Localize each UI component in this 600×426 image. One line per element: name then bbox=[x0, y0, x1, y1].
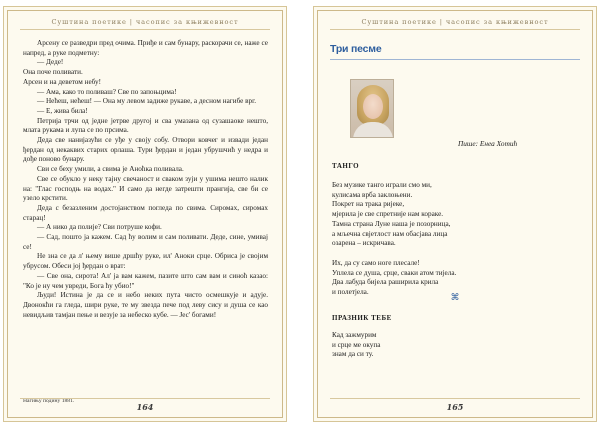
paragraph: — Деде! bbox=[37, 58, 64, 67]
author-photo bbox=[350, 79, 394, 138]
paragraph: — Сад, пошто ја кажем. Сад ћу волим и сам поливати. Деде, сине, умивај се! bbox=[23, 233, 268, 251]
footer-rule-left bbox=[20, 398, 270, 399]
header-rule-right bbox=[330, 29, 580, 30]
running-head-right: Суштина поетике | часопис за књижевност bbox=[361, 18, 549, 26]
poem-line: Два лабуда бијела раширила крила bbox=[332, 278, 439, 287]
photo-shoulders bbox=[353, 122, 393, 138]
poem-line: Без музике танго играли смо ми, bbox=[332, 181, 432, 189]
paragraph: Људи! Истина је да се и небо неких пута чисто осмешкује и адује. Двонокћи га гледа, шири руке, те му звезда пече под леву сису и душа се као невидљив тамјан пење и везује за небеско кубе. — Јес' богами! bbox=[23, 291, 268, 319]
poem-line: Тамна страна Луне наша је позорница, bbox=[332, 220, 451, 228]
poem-stanza bbox=[332, 220, 450, 249]
page-number-left: 164 bbox=[136, 402, 154, 412]
paragraph: — Ама, како то поливаш? Све по запоњцима! bbox=[37, 87, 177, 96]
poem-line: а мљечна свјетлост нам обасјава лица bbox=[332, 229, 448, 238]
footnote: Нагињу подину 1881. bbox=[23, 398, 75, 404]
paragraph: Она поче поливати. bbox=[23, 68, 83, 77]
story-text bbox=[23, 39, 268, 320]
paragraph: Све се обукло у неку тајну свечаност и сваком зуји у ушима нешто налик на: "Глас господњ на водах." И само да негде затрешти прангија, све би се узело крстити. bbox=[23, 174, 268, 203]
poem-line: Покрет на трака ријеке, bbox=[332, 200, 405, 209]
poem-line: и срце ме окупа bbox=[332, 340, 381, 349]
running-head-left: Суштина поетике | часопис за књижевност bbox=[51, 18, 239, 26]
section-ornament-icon: ⌘ bbox=[450, 293, 460, 303]
poem-stanza bbox=[332, 331, 380, 360]
paragraph: Деда с безазленим достојанством погледа по свима. Сиромах, сиромах старац! bbox=[23, 203, 268, 222]
paragraph: — Нећеш, нећеш! — Она му левом задиже рукаве, а десном нагибе врг. bbox=[37, 97, 257, 106]
poem-stanza bbox=[332, 259, 456, 298]
poem-line: мјерила је све спретније нам кораке. bbox=[332, 210, 444, 219]
paragraph: Арсену се разведри пред очима. Приђе и сам бунару, раскорачи се, наже се напред, а руке подметну: bbox=[23, 39, 268, 57]
title-rule bbox=[330, 59, 580, 60]
poem-title-praznik: ПРАЗНИК ТЕБЕ bbox=[332, 314, 392, 322]
paragraph: — А нико да полије? Сви потруше кофи. bbox=[37, 223, 162, 232]
paragraph: Сви се беху умили, а свима је Аноћка поливала. bbox=[37, 165, 184, 174]
paragraph: Деда све нанијазући се уђе у своју собу. Отвори ковчег и извади један ђердан од некаквих старих орлаша. Тури ђердан и један убрушчић у недра и дође поново бунару. bbox=[23, 136, 268, 164]
paragraph: — Све она, сирота! Ал' ја вам кажем, пазите што сам вам и синоћ казао: "Ко је ну чем увреди, Бога ћу убио!" bbox=[23, 271, 268, 290]
paragraph: Не зна се да л' њему више дршћу руке, ил' Аноки срце. Обриса је својим убрусом. Обеси јој ђердан о врат: bbox=[23, 252, 268, 271]
right-page bbox=[317, 10, 593, 418]
article-title: Три песме bbox=[330, 43, 382, 55]
paragraph: Арсен и на деветом небу! bbox=[23, 77, 102, 86]
poem-line: Уплела се душа, срце, сваки атом тијела. bbox=[332, 268, 457, 277]
photo-face bbox=[363, 94, 383, 119]
poem-stanza bbox=[332, 181, 443, 220]
footer-rule-right bbox=[330, 398, 580, 399]
poem-line: и полетјела. bbox=[332, 288, 369, 297]
poem-line: Их, да су само ноге плесале! bbox=[332, 259, 420, 267]
poem-line: Кад зажмурим bbox=[332, 331, 377, 339]
poem-line: знам да си ту. bbox=[332, 350, 374, 359]
author-byline: Пише: Енеа Хотић bbox=[458, 139, 518, 148]
header-rule-left bbox=[20, 29, 270, 30]
paragraph: — Е, жива била! bbox=[37, 106, 88, 115]
poem-line: кулисама врба заклоњени. bbox=[332, 190, 413, 199]
page-number-right: 165 bbox=[446, 402, 464, 412]
left-page bbox=[7, 10, 283, 418]
poem-line: озарена – искричава. bbox=[332, 239, 396, 248]
paragraph: Петрија трчи од једне јетрве другој и сва умазана од сузашаоке нешто, млата рукама и лупа се по прсима. bbox=[23, 116, 268, 135]
poem-title-tango: ТАНГО bbox=[332, 162, 360, 170]
